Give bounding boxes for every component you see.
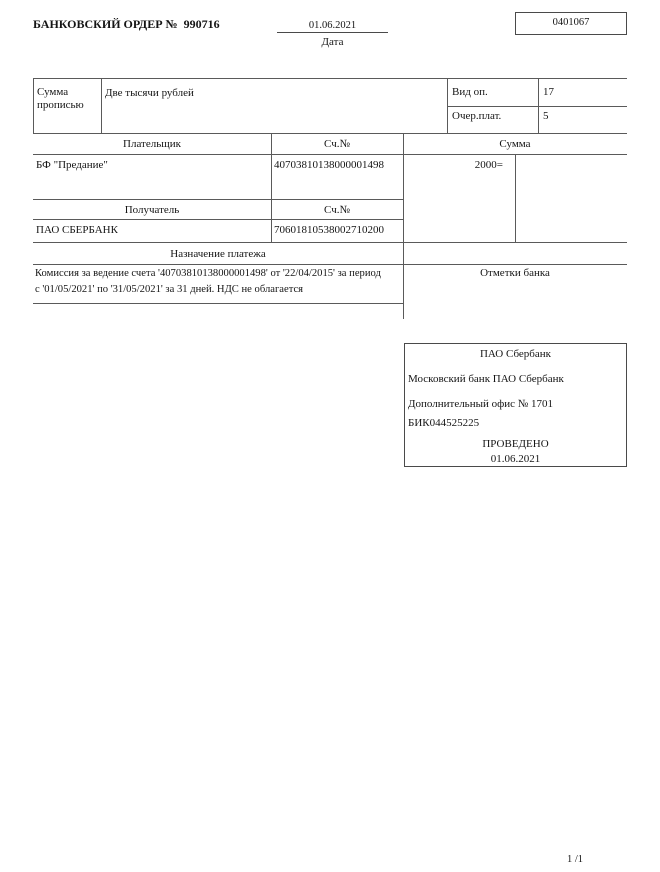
table-border-line: [33, 264, 627, 265]
payment-amount-value: 2000=: [474, 159, 503, 171]
form-code-value: 0401067: [552, 17, 590, 28]
payer-account-number: 40703810138000001498: [274, 159, 384, 171]
payment-priority-value: 5: [543, 110, 549, 122]
payment-priority-label: Очер.плат.: [452, 110, 502, 122]
payee-name: ПАО СБЕРБАНК: [36, 224, 118, 236]
table-border-line: [447, 106, 627, 107]
operation-type-label: Вид оп.: [452, 86, 488, 98]
payee-section-label: Получатель: [124, 204, 180, 216]
table-border-line: [101, 78, 102, 133]
table-border-line: [33, 154, 627, 155]
table-border-line: [33, 78, 34, 133]
stamp-bik: БИК044525225: [408, 417, 480, 429]
stamp-bank-name: ПАО Сбербанк: [479, 348, 552, 360]
purpose-text-line1: Комиссия за ведение счета '40703810138000001498' от '22/04/2015' за период: [35, 268, 381, 279]
header-date-label: Дата: [321, 36, 344, 48]
stamp-status: ПРОВЕДЕНО: [482, 438, 549, 450]
stamp-office: Дополнительный офис № 1701: [408, 398, 554, 410]
header-date-value: 01.06.2021: [308, 20, 357, 31]
table-border-line: [515, 154, 516, 242]
purpose-section-label: Назначение платежа: [170, 248, 266, 260]
payer-section-label: Плательщик: [123, 138, 181, 150]
payee-account-label: Сч.№: [324, 204, 350, 216]
date-underline: [277, 32, 388, 33]
document-title: БАНКОВСКИЙ ОРДЕР № 990716: [33, 17, 220, 31]
amount-in-words-value: Две тысячи рублей: [105, 87, 194, 99]
amount-column-label: Сумма: [499, 138, 531, 150]
payee-account-number: 70601810538002710200: [274, 224, 384, 236]
bank-marks-label: Отметки банка: [480, 267, 550, 279]
stamp-date: 01.06.2021: [490, 453, 541, 465]
table-border-line: [33, 133, 627, 134]
page-indicator: 1 /1: [566, 854, 584, 865]
table-border-line: [33, 242, 627, 243]
operation-type-value: 17: [543, 86, 554, 98]
table-border-line: [33, 303, 403, 304]
table-border-line: [538, 78, 539, 133]
amount-in-words-label: Сумма прописью: [37, 86, 84, 111]
table-border-line: [447, 78, 448, 133]
form-code-box: [515, 12, 627, 35]
payer-account-label: Сч.№: [324, 138, 350, 150]
bank-stamp-box: [404, 343, 627, 467]
purpose-text-line2: с '01/05/2021' по '31/05/2021' за 31 дней. НДС не облагается: [35, 284, 304, 295]
table-border-line: [33, 199, 403, 200]
payer-name: БФ "Предание": [36, 159, 108, 171]
stamp-branch: Московский банк ПАО Сбербанк: [408, 373, 564, 385]
table-border-line: [33, 219, 403, 220]
